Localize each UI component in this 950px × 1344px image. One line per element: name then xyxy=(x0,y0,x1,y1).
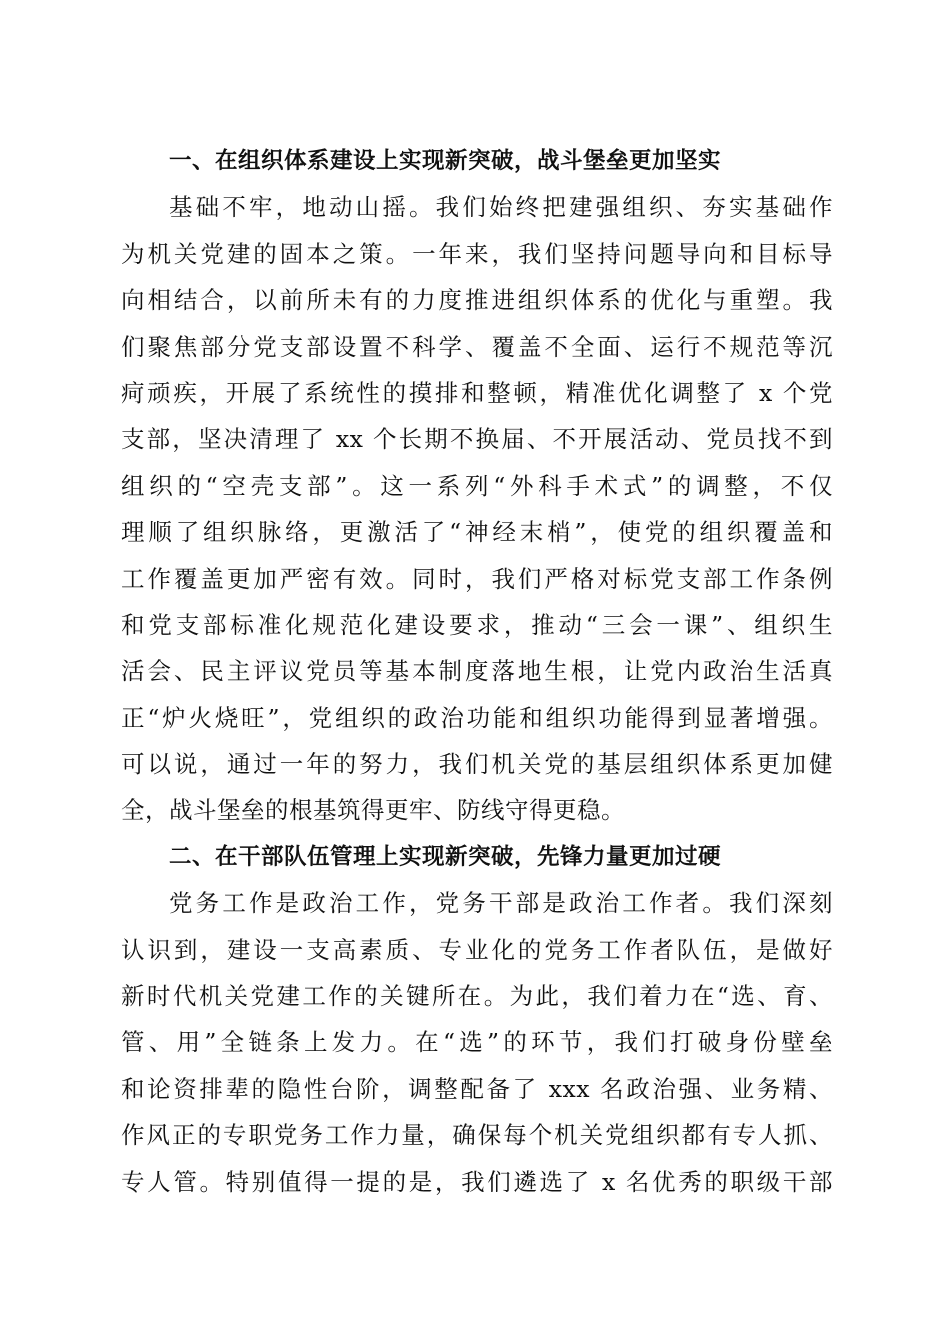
paragraph-line: 向相结合，以前所未有的力度推进组织体系的优化与重塑。我 xyxy=(121,286,833,315)
paragraph-line: 们聚焦部分党支部设置不科学、覆盖不全面、运行不规范等沉 xyxy=(121,332,833,361)
paragraph-line: 新时代机关党建工作的关键所在。为此，我们着力在“选、育、 xyxy=(121,982,833,1011)
paragraph-line: 活会、民主评议党员等基本制度落地生根，让党内政治生活真 xyxy=(121,657,833,686)
paragraph-line: 和党支部标准化规范化建设要求，推动“三会一课”、组织生 xyxy=(121,610,833,639)
paragraph-line: 党务工作是政治工作，党务干部是政治工作者。我们深刻 xyxy=(169,889,833,918)
paragraph-line: 组织的“空壳支部”。这一系列“外科手术式”的调整，不仅 xyxy=(121,471,833,500)
paragraph-line: 基础不牢，地动山摇。我们始终把建强组织、夯实基础作 xyxy=(169,193,833,222)
section-heading-2: 二、在干部队伍管理上实现新突破，先锋力量更加过硬 xyxy=(169,843,722,870)
paragraph-line: 作风正的专职党务工作力量，确保每个机关党组织都有专人抓、 xyxy=(121,1121,833,1150)
paragraph-line: 全，战斗堡垒的根基筑得更牢、防线守得更稳。 xyxy=(121,796,625,825)
paragraph-line: 为机关党建的固本之策。一年来，我们坚持问题导向和目标导 xyxy=(121,239,833,268)
paragraph-line: 可以说，通过一年的努力，我们机关党的基层组织体系更加健 xyxy=(121,750,833,779)
section-heading-1: 一、在组织体系建设上实现新突破，战斗堡垒更加坚实 xyxy=(169,148,722,174)
paragraph-line: 支部，坚决清理了 xx 个长期不换届、不开展活动、党员找不到 xyxy=(121,425,833,454)
document-body xyxy=(121,138,833,1205)
section-paragraph-1 xyxy=(121,184,833,833)
paragraph-line: 和论资排辈的隐性台阶，调整配备了 xxx 名政治强、业务精、 xyxy=(121,1074,833,1103)
paragraph-line: 理顺了组织脉络，更激活了“神经末梢”，使党的组织覆盖和 xyxy=(121,518,833,547)
paragraph-line: 专人管。特别值得一提的是，我们遴选了 x 名优秀的职级干部 xyxy=(121,1167,833,1196)
paragraph-line: 正“炉火烧旺”，党组织的政治功能和组织功能得到显著增强。 xyxy=(121,703,833,732)
paragraph-line: 疴顽疾，开展了系统性的摸排和整顿，精准优化调整了 x 个党 xyxy=(121,378,833,407)
section-paragraph-2 xyxy=(121,880,833,1205)
paragraph-line: 认识到，建设一支高素质、专业化的党务工作者队伍，是做好 xyxy=(121,935,833,964)
paragraph-line: 工作覆盖更加严密有效。同时，我们严格对标党支部工作条例 xyxy=(121,564,833,593)
paragraph-line: 管、用”全链条上发力。在“选”的环节，我们打破身份壁垒 xyxy=(121,1028,833,1057)
